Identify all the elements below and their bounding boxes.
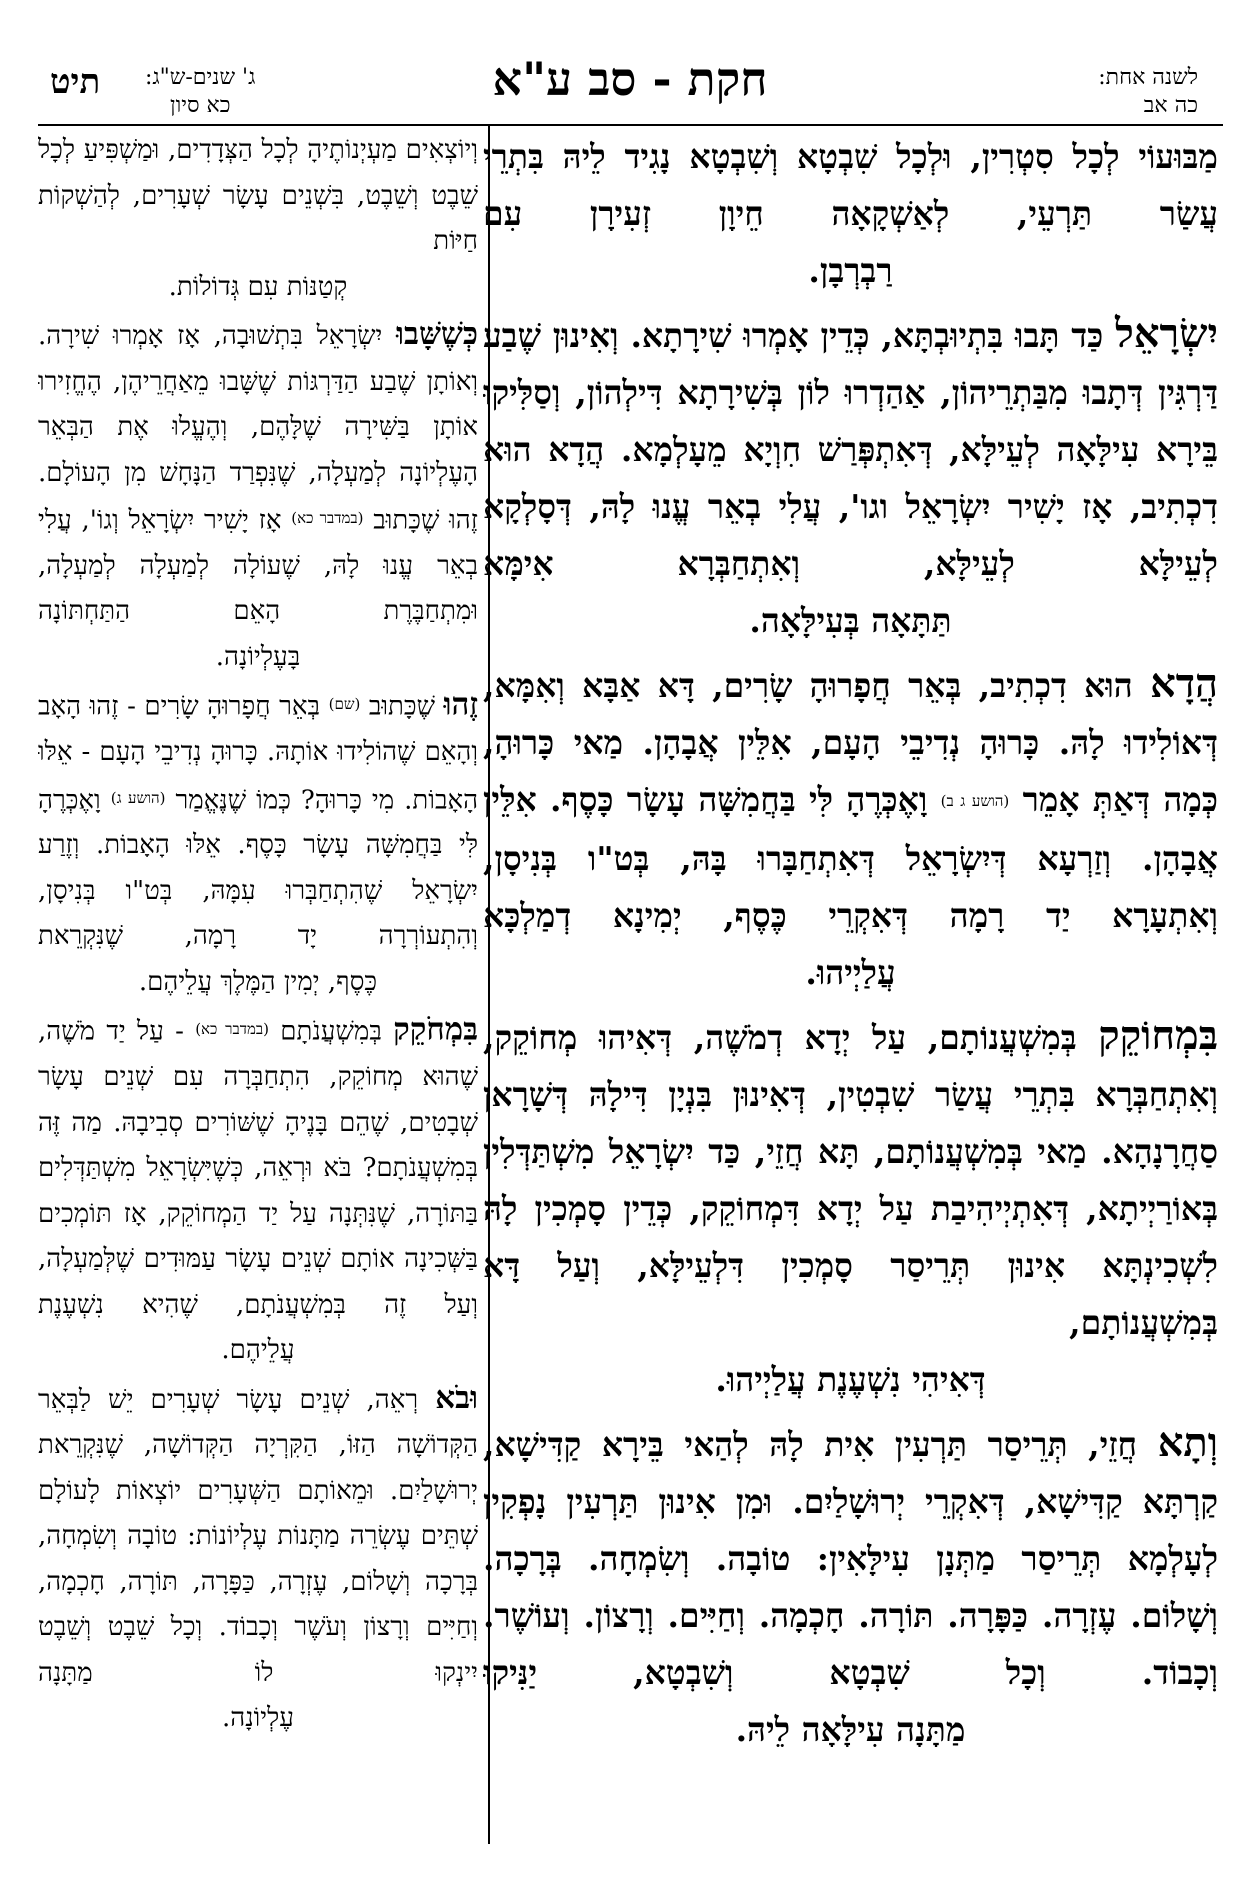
- source-citation: (הושע ג): [110, 788, 166, 807]
- commentary-tail: קְטַנּוֹת עִם גְּדוֹלוֹת.: [168, 271, 348, 302]
- main-paragraph: [483, 305, 1218, 649]
- paragraph-opener: יִשְׂרָאֵל: [1115, 310, 1218, 357]
- header-study-date: כה אב: [1143, 93, 1198, 118]
- header-alt-cycle-label: ג' שנים-ש"ג:: [145, 65, 256, 90]
- main-paragraph: [483, 655, 1218, 1001]
- main-paragraph-text: כַּד תָּבוּ בִּתְיוּבְתָּא, כְּדֵין אָמְרוּ שִׁירָתָא. וְאִינוּן שֶׁבַע דַּרְגִּין דְּתָבוּ מִבַּתְרֵיהוֹן, אַהַדְרוּ לוֹן בְּשִׁירָתָא דִּילְהוֹן, וְסַלִּיקוּ בֵּירָא עִילָּאָה לְעֵילָּא, דְּאִתְפְּרַשׁ חִוְיָא מֵעָלְמָא. הֲדָא הוּא דִכְתִיב, אָז יָשִׁיר יִשְׂרָאֵל וגו', עֲלִי בְאֵר עֱנוּ לָהּ, דְּסָלְקָא לְעֵילָּא לְעֵילָּא, וְאִתְחַבְּרָא אִימָּא: [483, 316, 1218, 583]
- main-paragraph-text: וָאֶכְּרֶהָ לִּי בַּחֲמִשָּׁה עָשָׂר כָּסֶף. אִלֵּין אֲבָהָן. וְזַרְעָא דְּיִשְׂרָאֵל דְּאִתְחַבָּרוּ בָּהּ, בְּט"ו בְּנִיסָן, וְאִתְעָרָא יַד רָמָה דְּאִקְרֵי כֶּסֶף, יְמִינָא דְמַלְכָּא: [483, 780, 1218, 935]
- paragraph-opener: כְּשֶׁשָּׁבוּ: [396, 316, 478, 352]
- commentary-tail: כֶּסֶף, יְמִין הַמֶּלֶךְ עֲלֵיהֶם.: [138, 966, 378, 997]
- commentary-text: - עַל יַד מֹשֶׁה, שֶׁהוּא מְחוֹקֵק, הִתְחַבְּרָה עִם שְׁנֵים עָשָׂר שְׁבָטִים, שֶׁהֵם בָּנֶיהָ שֶׁשּׁוֹרִים סְבִיבָהּ. מַה זֶּה בְּמִשְׁעֲנֹתָם? בֹּא וּרְאֵה, כְּשֶׁיִּשְׂרָאֵל מִשְׁתַּדְּלִים בַּתּוֹרָה, שֶׁנִּתְּנָה עַל יַד הַמְחוֹקֵק, אָז תּוֹמְכִים בַּשְּׁכִינָה אוֹתָם שְׁנֵים עָשָׂר עַמּוּדִים שֶׁלְּמַעְלָה, וְעַל זֶה בְּמִשְׁעֲנֹתָם, שֶׁהִיא נִשְׁעֶנֶת: [38, 1016, 478, 1320]
- commentary-text: רְאֵה, שְׁנֵים עָשָׂר שְׁעָרִים יֵשׁ לַבְּאֵר הַקְּדוֹשָׁה הַזּוֹ, הַקִּרְיָה הַקְּדוֹשָׁה, שֶׁנִּקְרֵאת יְרוּשָׁלַיִם. וּמֵאוֹתָם הַשְּׁעָרִים יוֹצְאוֹת לָעוֹלָם שְׁתֵּים עֶשְׂרֵה מַתָּנוֹת עֶלְיוֹנוֹת: טוֹבָה וְשִׂמְחָה, בְּרָכָה וְשָׁלוֹם, עֶזְרָה, כַּפָּרָה, תּוֹרָה, חָכְמָה, וְחַיִּים וְרָצוֹן וְעֹשֶׁר וְכָבוֹד. וְכָל שֵׁבֶט וְשֵׁבֶט יִינְקוּ לוֹ מַתָּנָה: [38, 1384, 478, 1688]
- main-text-column: [483, 128, 1218, 1843]
- header-study-cycle-label: לשנה אחת:: [1098, 65, 1198, 90]
- paragraph-opener: בִּמְחוֹקֵק: [1098, 1011, 1218, 1059]
- header-divider: [38, 124, 1223, 126]
- commentary-tail: בָּעֶלְיוֹנָה.: [215, 641, 301, 672]
- commentary-column: [38, 128, 478, 1843]
- commentary-paragraph: [38, 1376, 478, 1742]
- source-citation: (במדבר כא): [195, 1020, 269, 1039]
- header-alt-date: כא סיון: [170, 93, 231, 118]
- source-citation: (שם): [328, 695, 361, 714]
- commentary-text: בְּאֵר חֲפָרוּהָ שָׂרִים - זֶהוּ הָאָב וְהָאֵם שֶׁהוֹלִידוּ אוֹתָהּ. כָּרוּהָ נְדִיבֵי הָעָם - אֵלּוּ הָאָבוֹת. מִי כָּרוּהָ? כְּמוֹ שֶׁנֶּאֱמַר: [38, 691, 478, 815]
- main-paragraph: [483, 128, 1218, 299]
- commentary-tail: עֶלְיוֹנָה.: [221, 1703, 295, 1733]
- page-title: חקת - סב ע"א: [492, 52, 768, 106]
- commentary-text: וָאֶכְּרֶהָ לִּי בַּחֲמִשָּׁה עָשָׂר כָּסֶף. אֵלּוּ הָאָבוֹת. וְזֶרַע יִשְׂרָאֵל שֶׁהִתְחַבְּרוּ עִמָּהּ, בְּט"ו בְּנִיסָן, וְהִתְעוֹרְרָה יָד רָמָה, שֶׁנִּקְרֵאת: [38, 784, 478, 952]
- main-paragraph: [483, 1007, 1218, 1408]
- paragraph-opener: הֲדָא: [1150, 660, 1218, 707]
- paragraph-opener: וְתָא: [1157, 1418, 1218, 1466]
- main-paragraph-text: בְּמִשְׁעֲנוֹתָם, עַל יְדָא דְמֹשֶׁה, דְּאִיהוּ מְחוֹקֵק, וְאִתְחַבְּרָא בִּתְרֵי עֲשַׂר שִׁבְטִין, דְּאִינוּן בִּנְיָן דִּילָהּ דְּשָׁרָאן סַחֲרָנָהָא. מַאי בְּמִשְׁעֲנוֹתָם, תָּא חֲזֵי, כַּד יִשְׂרָאֵל מִשְׁתַּדְּלִין בְּאוֹרַיְיתָא, דְּאִתְיְיהִיבַת עַל יְדָא דִּמְחוֹקֵק, כְּדֵין סָמְכִין לָהּ לִשְׁכִינְתָּא אִינוּן תְּרֵיסַר סָמְכִין דִּלְעֵילָּא, וְעַל דָּא בְּמִשְׁעֲנוֹתָם,: [483, 1017, 1218, 1342]
- commentary-text: בְּמִשְׁעֲנֹתָם: [280, 1016, 382, 1047]
- commentary-paragraph: [38, 1007, 478, 1373]
- main-paragraph-text: חֲזֵי, תְּרֵיסַר תַּרְעִין אִית לָהּ לְהַאי בֵּירָא קַדִּישָׁא, קַרְתָּא קַדִּישָׁא, דְּאִקְרֵי יְרוּשָׁלַיִם. וּמִן אִינוּן תַּרְעִין נָפְקִין לְעָלְמָא תְּרֵיסַר מַתְּנָן עִילָּאִין: טוֹבָה. וְשִׂמְחָה. בְּרָכָה. וְשָׁלוֹם. עֶזְרָה. כַּפָּרָה. תּוֹרָה. חָכְמָה. וְחַיִּים. וְרָצוֹן. וְעוֹשֶׁר. וְכָבוֹד. וְכָל שִׁבְטָא וְשִׁבְטָא, יַנִּיקוּ: [483, 1424, 1218, 1692]
- commentary-tail: עֲלֵיהֶם.: [221, 1335, 295, 1365]
- source-citation: (במדבר כא): [291, 509, 364, 527]
- main-paragraph: [483, 1414, 1218, 1758]
- commentary-paragraph: [38, 128, 478, 310]
- main-paragraph-tail: מַתָּנָה עִילָּאָה לֵיהּ.: [735, 1709, 966, 1749]
- source-citation: (הושע ג ב): [940, 791, 1010, 810]
- paragraph-opener: זֶהוּ: [443, 686, 478, 723]
- paragraph-opener: וּבֹא: [435, 1379, 478, 1416]
- main-paragraph-tail: עֲלַיְיהוּ.: [805, 952, 896, 992]
- commentary-text: יִשְׂרָאֵל בִּתְשׁוּבָה, אָז אָמְרוּ שִׁירָה. וְאוֹתָן שֶׁבַע הַדַּרְגּוֹת שֶׁשָּׁבוּ מֵאַחֲרֵיהֶן, הֶחֱזִירוּ אוֹתָן בַּשִּׁירָה שֶׁלָּהֶם, וְהֶעֱלוּ אֶת הַבְּאֵר הָעֶלְיוֹנָה לְמַעְלָה, שֶׁנִּפְרַד הַנָּחָשׁ מִן הָעוֹלָם. זֶהוּ שֶׁכָּתוּב: [38, 321, 478, 536]
- commentary-text: וְיוֹצְאִים מַעְיְנוֹתֶיהָ לְכָל הַצְּדָדִים, וּמַשְׁפִּיעַ לְכָל שֵׁבֶט וְשֵׁבֶט, בִּשְׁנֵים עָשָׂר שְׁעָרִים, לְהַשְׁקוֹת חַיּוֹת: [38, 135, 478, 256]
- page-number: תיט: [50, 62, 101, 102]
- main-paragraph-tail: רַבְרְבָן.: [808, 251, 893, 290]
- commentary-text: שֶׁכָּתוּב: [368, 691, 436, 722]
- commentary-text: אָז יָשִׁיר יִשְׂרָאֵל וְגוֹ', עֲלִי בְאֵר עֱנוּ לָהּ, שֶׁעוֹלָה לְמַעְלָה לְמַעְלָה, וּמִתְחַבֶּרֶת הָאֵם הַתַּחְתּוֹנָה: [38, 505, 478, 627]
- main-paragraph-tail: תַּתָּאָה בְּעִילָּאָה.: [749, 601, 952, 640]
- commentary-paragraph: [38, 312, 478, 680]
- main-paragraph-text: מַבּוּעוֹי לְכָל סִטְרִין, וּלְכָל שִׁבְטָא וְשִׁבְטָא נָגִיד לֵיהּ בִּתְרֵי עֲשַׂר תַּרְעֵי, לְאַשְׁקָאָה חֵיוָן זְעִירָן עִם: [483, 137, 1218, 233]
- main-paragraph-tail: דְּאִיהִי נִשְׁעֶנֶת עֲלַיְיהוּ.: [715, 1359, 986, 1399]
- main-paragraph-text: הוּא דִכְתִיב, בְּאֵר חֲפָרוּהָ שָׂרִים, דָּא אַבָּא וְאִמָּא, דְּאוֹלִידוּ לָהּ. כָּרוּהָ נְדִיבֵי הָעָם, אִלֵּין אֲבָהָן. מַאי כָּרוּהָ, כְּמָה דְּאַתְּ אָמֵר: [483, 666, 1218, 819]
- paragraph-opener: בִּמְחֹקֵק: [393, 1011, 478, 1048]
- commentary-paragraph: [38, 682, 478, 1005]
